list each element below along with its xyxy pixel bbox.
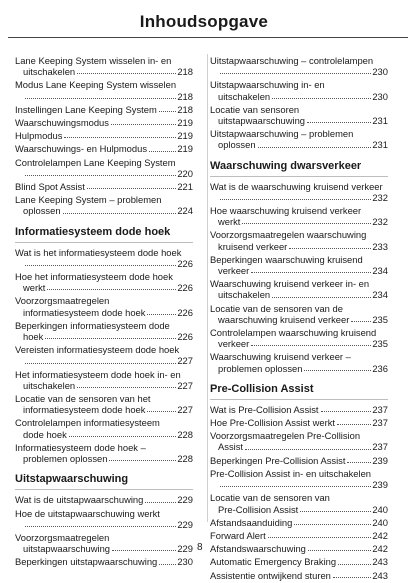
toc-entry[interactable] bbox=[210, 79, 388, 101]
toc-entry[interactable] bbox=[210, 556, 388, 567]
toc-entry[interactable] bbox=[210, 543, 388, 554]
toc-entry[interactable] bbox=[210, 517, 388, 528]
toc-entry[interactable] bbox=[15, 369, 193, 391]
toc-entry-line bbox=[210, 314, 388, 325]
toc-page-number: 242 bbox=[372, 529, 388, 541]
toc-page-number: 240 bbox=[372, 516, 388, 528]
section-divider bbox=[15, 242, 193, 243]
dot-leader bbox=[242, 223, 371, 224]
page-title: Inhoudsopgave bbox=[139, 12, 268, 31]
toc-left-column bbox=[15, 55, 193, 570]
toc-entry-line bbox=[15, 556, 193, 567]
toc-entry-text: Assist bbox=[218, 441, 244, 453]
dot-leader bbox=[268, 537, 372, 538]
dot-leader bbox=[258, 147, 372, 148]
toc-entry-text: Hoe Pre-Collision Assist werkt bbox=[210, 417, 336, 429]
dot-leader bbox=[321, 411, 372, 412]
toc-entry-text: Voorzorgsmaatregelen bbox=[15, 295, 110, 307]
toc-entry-text: uitstapwaarschuwing bbox=[23, 543, 111, 555]
toc-entry-line bbox=[210, 229, 388, 240]
title-divider bbox=[8, 37, 408, 38]
section-divider bbox=[210, 399, 388, 400]
toc-entry-text: Beperkingen waarschuwing kruisend bbox=[210, 253, 363, 265]
toc-page-number: 230 bbox=[372, 66, 388, 78]
section-divider bbox=[15, 489, 193, 490]
toc-page-number: 243 bbox=[372, 556, 388, 568]
toc-page-number: 232 bbox=[372, 191, 388, 203]
toc-entry-line bbox=[15, 453, 193, 464]
toc-entry-line bbox=[15, 380, 193, 391]
toc-entry-line bbox=[15, 157, 193, 168]
section-heading: Uitstapwaarschuwing bbox=[15, 473, 129, 486]
toc-entry-line bbox=[15, 258, 193, 269]
toc-entry-line bbox=[210, 492, 388, 503]
dot-leader bbox=[45, 338, 176, 339]
toc-page-number: 237 bbox=[372, 417, 388, 429]
toc-entry-line bbox=[15, 194, 193, 205]
toc-entry-text: uitschakelen bbox=[23, 66, 76, 78]
toc-entry-text: Wat is de waarschuwing kruisend verkeer bbox=[210, 180, 383, 192]
toc-entry-text: Vereisten informatiesysteem dode hoek bbox=[15, 344, 180, 356]
toc-page-number: 233 bbox=[372, 240, 388, 252]
toc-entry[interactable] bbox=[15, 417, 193, 439]
dot-leader bbox=[300, 511, 371, 512]
toc-page-number: 229 bbox=[177, 518, 193, 530]
toc-page-number: 230 bbox=[177, 556, 193, 568]
toc-entry-line bbox=[15, 543, 193, 554]
toc-entry-line bbox=[15, 307, 193, 318]
toc-page-number: 227 bbox=[177, 404, 193, 416]
toc-entry[interactable] bbox=[15, 130, 193, 141]
toc-entry-line bbox=[15, 117, 193, 128]
dot-leader bbox=[308, 550, 371, 551]
toc-entry[interactable] bbox=[15, 271, 193, 293]
toc-entry-text: dode hoek bbox=[23, 428, 67, 440]
dot-leader bbox=[272, 297, 371, 298]
toc-entry[interactable] bbox=[210, 278, 388, 300]
toc-page-number: 234 bbox=[372, 265, 388, 277]
toc-entry-line bbox=[15, 344, 193, 355]
toc-page-number: 228 bbox=[177, 453, 193, 465]
toc-entry[interactable] bbox=[15, 556, 193, 567]
toc-page-number: 226 bbox=[177, 331, 193, 343]
toc-entry[interactable] bbox=[210, 530, 388, 541]
toc-entry-line bbox=[15, 130, 193, 141]
toc-entry-line bbox=[15, 55, 193, 66]
toc-entry-line bbox=[210, 363, 388, 374]
toc-entry-line bbox=[15, 404, 193, 415]
dot-leader bbox=[47, 289, 176, 290]
dot-leader bbox=[112, 550, 176, 551]
toc-entry-line bbox=[210, 79, 388, 90]
toc-entry-line bbox=[15, 519, 193, 530]
toc-entry[interactable] bbox=[15, 494, 193, 505]
toc-entry-text: hoek bbox=[23, 331, 44, 343]
toc-entry[interactable] bbox=[15, 143, 193, 154]
toc-page-number: 236 bbox=[372, 362, 388, 374]
dot-leader bbox=[149, 151, 176, 152]
toc-entry-line bbox=[210, 55, 388, 66]
toc-right-column bbox=[210, 55, 388, 583]
toc-entry-line bbox=[210, 543, 388, 554]
toc-entry-line bbox=[210, 504, 388, 515]
toc-entry-text: informatiesysteem dode hoek bbox=[23, 404, 146, 416]
toc-entry-line bbox=[210, 479, 388, 490]
toc-entry[interactable] bbox=[15, 157, 193, 179]
toc-page-number: 240 bbox=[372, 503, 388, 515]
toc-entry-line bbox=[210, 404, 388, 415]
toc-entry-line bbox=[210, 139, 388, 150]
toc-entry-line bbox=[15, 417, 193, 428]
toc-entry[interactable] bbox=[15, 79, 193, 101]
toc-entry[interactable] bbox=[210, 303, 388, 325]
toc-page-number: 224 bbox=[177, 205, 193, 217]
toc-page-number: 227 bbox=[177, 355, 193, 367]
toc-entry-line bbox=[210, 556, 388, 567]
toc-entry-text: uitschakelen bbox=[23, 379, 76, 391]
toc-page-number: 239 bbox=[372, 479, 388, 491]
toc-page-number: 239 bbox=[372, 454, 388, 466]
dot-leader bbox=[111, 124, 176, 125]
dot-leader bbox=[145, 502, 176, 503]
toc-entry[interactable] bbox=[15, 295, 193, 317]
toc-entry-line bbox=[15, 429, 193, 440]
toc-entry[interactable] bbox=[210, 104, 388, 126]
toc-entry-line bbox=[210, 205, 388, 216]
toc-entry-text: Hoe het informatiesysteem dode hoek bbox=[15, 271, 173, 283]
toc-entry-line bbox=[210, 91, 388, 102]
toc-entry[interactable] bbox=[15, 55, 193, 77]
toc-page-number: 231 bbox=[372, 115, 388, 127]
toc-entry-line bbox=[210, 338, 388, 349]
toc-entry-line bbox=[15, 143, 193, 154]
toc-entry-line bbox=[15, 104, 193, 115]
toc-page-number: 219 bbox=[177, 117, 193, 129]
toc-entry-text: Controlelampen waarschuwing kruisend bbox=[210, 327, 377, 339]
dot-leader bbox=[337, 424, 371, 425]
toc-entry-text: werkt bbox=[23, 282, 46, 294]
toc-entry-line bbox=[15, 320, 193, 331]
toc-page-number: 226 bbox=[177, 257, 193, 269]
dot-leader bbox=[251, 345, 371, 346]
dot-leader bbox=[63, 213, 177, 214]
toc-page-number: 229 bbox=[177, 494, 193, 506]
toc-entry-text: Waarschuwings- en Hulpmodus bbox=[15, 143, 148, 155]
toc-entry[interactable] bbox=[15, 442, 193, 464]
toc-entry[interactable] bbox=[15, 117, 193, 128]
toc-entry-text: Controlelampen Lane Keeping System bbox=[15, 156, 176, 168]
page-number: 8 bbox=[197, 542, 203, 553]
dot-leader bbox=[109, 460, 176, 461]
toc-entry-text: Het informatiesysteem dode hoek in- en bbox=[15, 368, 181, 380]
toc-entry-text: Beperkingen uitstapwaarschuwing bbox=[15, 556, 158, 568]
toc-entry-line bbox=[210, 303, 388, 314]
toc-entry[interactable] bbox=[210, 468, 388, 490]
dot-leader bbox=[77, 387, 176, 388]
toc-entry[interactable] bbox=[210, 455, 388, 466]
toc-entry-line bbox=[15, 91, 193, 102]
dot-leader bbox=[25, 265, 176, 266]
toc-entry-line bbox=[15, 181, 193, 192]
toc-entry-text: verkeer bbox=[218, 265, 250, 277]
toc-entry-line bbox=[210, 115, 388, 126]
toc-page-number: 218 bbox=[177, 66, 193, 78]
toc-entry-line bbox=[210, 441, 388, 452]
toc-entry-line bbox=[210, 530, 388, 541]
toc-page-number: 237 bbox=[372, 441, 388, 453]
toc-entry-text: waarschuwing kruisend verkeer bbox=[218, 313, 350, 325]
toc-entry-line bbox=[15, 79, 193, 90]
toc-entry[interactable] bbox=[210, 570, 388, 581]
toc-entry-line bbox=[210, 278, 388, 289]
toc-page-number: 235 bbox=[372, 313, 388, 325]
toc-entry-line bbox=[15, 271, 193, 282]
toc-page-number: 226 bbox=[177, 306, 193, 318]
toc-entry-text: Locatie van sensoren bbox=[210, 103, 300, 115]
dot-leader bbox=[147, 314, 176, 315]
dot-leader bbox=[347, 462, 371, 463]
toc-entry-text: Voorzorgsmaatregelen bbox=[15, 531, 110, 543]
toc-entry[interactable] bbox=[210, 205, 388, 227]
toc-page-number: 219 bbox=[177, 143, 193, 155]
dot-leader bbox=[245, 449, 371, 450]
column-divider bbox=[207, 54, 208, 522]
toc-entry-text: Hoe de uitstapwaarschuwing werkt bbox=[15, 507, 160, 519]
dot-leader bbox=[251, 272, 371, 273]
dot-leader bbox=[64, 137, 176, 138]
toc-entry-line bbox=[15, 393, 193, 404]
toc-entry-line bbox=[15, 247, 193, 258]
toc-entry[interactable] bbox=[210, 229, 388, 251]
toc-entry-text: uitstapwaarschuwing bbox=[218, 115, 306, 127]
toc-page-number: 232 bbox=[372, 216, 388, 228]
toc-entry[interactable] bbox=[15, 344, 193, 366]
toc-entry-text: Pre-Collision Assist bbox=[218, 503, 299, 515]
toc-entry-text: Lane Keeping System wisselen in- en bbox=[15, 55, 172, 66]
toc-entry-text: Automatic Emergency Braking bbox=[210, 556, 337, 568]
toc-entry[interactable] bbox=[15, 393, 193, 415]
toc-page-number: 234 bbox=[372, 289, 388, 301]
toc-entry-line bbox=[15, 205, 193, 216]
dot-leader bbox=[220, 486, 371, 487]
dot-leader bbox=[289, 248, 371, 249]
toc-entry-line bbox=[15, 532, 193, 543]
toc-entry-text: Uitstapwaarschuwing – controlelampen bbox=[210, 55, 374, 66]
toc-entry-text: Assistentie ontwijkend sturen bbox=[210, 569, 331, 581]
section-divider bbox=[210, 176, 388, 177]
toc-entry-text: Hoe waarschuwing kruisend verkeer bbox=[210, 205, 362, 217]
toc-entry[interactable] bbox=[15, 104, 193, 115]
toc-entry[interactable] bbox=[210, 181, 388, 203]
toc-entry-text: Modus Lane Keeping System wisselen bbox=[15, 79, 177, 91]
toc-entry-text: Forward Alert bbox=[210, 529, 266, 541]
dot-leader bbox=[25, 175, 176, 176]
dot-leader bbox=[351, 321, 371, 322]
toc-entry-text: Uitstapwaarschuwing – problemen bbox=[210, 128, 354, 140]
toc-entry-line bbox=[210, 104, 388, 115]
toc-entry-text: Wat is de uitstapwaarschuwing bbox=[15, 494, 144, 506]
toc-entry-line bbox=[210, 327, 388, 338]
toc-entry-text: Locatie van de sensoren van bbox=[210, 492, 330, 504]
toc-entry[interactable] bbox=[15, 532, 193, 554]
toc-entry-line bbox=[210, 265, 388, 276]
toc-entry-text: Waarschuwing kruisend verkeer in- en bbox=[210, 278, 370, 290]
toc-entry-text: Voorzorgsmaatregelen waarschuwing bbox=[210, 229, 367, 241]
toc-entry-line bbox=[210, 181, 388, 192]
dot-leader bbox=[272, 98, 371, 99]
toc-entry-text: Uitstapwaarschuwing in- en bbox=[210, 79, 325, 91]
dot-leader bbox=[159, 564, 176, 565]
toc-entry-line bbox=[210, 517, 388, 528]
toc-entry-text: Afstandswaarschuwing bbox=[210, 543, 306, 555]
toc-entry-line bbox=[15, 295, 193, 306]
toc-entry-line bbox=[15, 442, 193, 453]
toc-entry-line bbox=[15, 369, 193, 380]
dot-leader bbox=[147, 411, 176, 412]
toc-entry-text: uitschakelen bbox=[218, 90, 271, 102]
toc-entry-text: Waarschuwing kruisend verkeer – bbox=[210, 351, 351, 363]
dot-leader bbox=[307, 122, 371, 123]
toc-entry-text: kruisend verkeer bbox=[218, 240, 288, 252]
toc-entry-line bbox=[15, 494, 193, 505]
toc-page-number: 220 bbox=[177, 167, 193, 179]
toc-entry[interactable] bbox=[15, 181, 193, 192]
toc-page-number: 218 bbox=[177, 103, 193, 115]
toc-entry-line bbox=[15, 168, 193, 179]
section-heading: Waarschuwing dwarsverkeer bbox=[210, 159, 362, 172]
toc-entry-line bbox=[210, 128, 388, 139]
toc-page-number: 228 bbox=[177, 428, 193, 440]
toc-entry-text: uitschakelen bbox=[218, 289, 271, 301]
toc-entry-text: informatiesysteem dode hoek bbox=[23, 306, 146, 318]
toc-page-number: 229 bbox=[177, 543, 193, 555]
toc-entry-text: Afstandsaanduiding bbox=[210, 516, 293, 528]
toc-entry-text: verkeer bbox=[218, 338, 250, 350]
dot-leader bbox=[338, 564, 371, 565]
toc-entry-text: problemen oplossen bbox=[23, 453, 108, 465]
dot-leader bbox=[220, 73, 371, 74]
toc-entry[interactable] bbox=[210, 254, 388, 276]
section-heading: Informatiesysteem dode hoek bbox=[15, 225, 171, 238]
toc-entry-line bbox=[210, 570, 388, 581]
dot-leader bbox=[333, 577, 371, 578]
toc-entry-line bbox=[210, 455, 388, 466]
toc-entry-text: werkt bbox=[218, 216, 241, 228]
toc-entry[interactable] bbox=[15, 247, 193, 269]
toc-entry-line bbox=[15, 282, 193, 293]
dot-leader bbox=[159, 111, 177, 112]
toc-entry-line bbox=[15, 331, 193, 342]
dot-leader bbox=[25, 98, 176, 99]
toc-entry-text: problemen oplossen bbox=[218, 362, 303, 374]
toc-entry-line bbox=[210, 468, 388, 479]
toc-page-number: 218 bbox=[177, 90, 193, 102]
toc-page-number: 235 bbox=[372, 338, 388, 350]
toc-entry-line bbox=[15, 355, 193, 366]
toc-entry-text: Controlelampen informatiesysteem bbox=[15, 417, 160, 429]
toc-entry[interactable] bbox=[15, 320, 193, 342]
toc-entry-line bbox=[15, 508, 193, 519]
toc-page-number: 230 bbox=[372, 90, 388, 102]
toc-entry-line bbox=[210, 417, 388, 428]
toc-entry-line bbox=[210, 216, 388, 227]
toc-entry-text: Wat is het informatiesysteem dode hoek bbox=[15, 246, 182, 258]
dot-leader bbox=[69, 436, 177, 437]
toc-entry[interactable] bbox=[15, 508, 193, 530]
toc-entry-text: Hulpmodus bbox=[15, 130, 63, 142]
toc-page-number: 226 bbox=[177, 282, 193, 294]
toc-entry[interactable] bbox=[210, 128, 388, 150]
dot-leader bbox=[25, 363, 176, 364]
toc-entry[interactable] bbox=[210, 55, 388, 77]
toc-entry-text: Informatiesysteem dode hoek – bbox=[15, 441, 146, 453]
toc-entry-line bbox=[210, 254, 388, 265]
toc-entry-text: oplossen bbox=[23, 205, 61, 217]
toc-page-number: 242 bbox=[372, 543, 388, 555]
toc-entry-line bbox=[210, 430, 388, 441]
toc-entry-line bbox=[210, 192, 388, 203]
toc-entry-line bbox=[210, 66, 388, 77]
dot-leader bbox=[294, 524, 371, 525]
toc-entry-text: oplossen bbox=[218, 139, 256, 151]
toc-entry-text: Wat is Pre-Collision Assist bbox=[210, 403, 319, 415]
toc-entry[interactable] bbox=[210, 430, 388, 452]
toc-page-number: 237 bbox=[372, 403, 388, 415]
toc-page-number: 227 bbox=[177, 379, 193, 391]
toc-page-number: 243 bbox=[372, 569, 388, 581]
toc-entry-text: Beperkingen Pre-Collision Assist bbox=[210, 454, 346, 466]
toc-page-number: 221 bbox=[177, 181, 193, 193]
toc-entry[interactable] bbox=[210, 404, 388, 415]
toc-entry[interactable] bbox=[210, 492, 388, 514]
toc-entry-line bbox=[210, 241, 388, 252]
dot-leader bbox=[25, 526, 176, 527]
dot-leader bbox=[304, 370, 371, 371]
toc-entry-line bbox=[210, 351, 388, 362]
toc-entry[interactable] bbox=[210, 327, 388, 349]
toc-page-number: 219 bbox=[177, 130, 193, 142]
section-heading: Pre-Collision Assist bbox=[210, 382, 314, 395]
toc-entry-text: Beperkingen informatiesysteem dode bbox=[15, 319, 170, 331]
toc-entry-text: Pre-Collision Assist in- en uitschakelen bbox=[210, 467, 372, 479]
toc-entry-text: Waarschuwingsmodus bbox=[15, 117, 109, 129]
toc-entry-text: Locatie van de sensoren van het bbox=[15, 393, 151, 405]
toc-page-number: 231 bbox=[372, 139, 388, 151]
toc-entry[interactable] bbox=[210, 351, 388, 373]
dot-leader bbox=[87, 188, 177, 189]
dot-leader bbox=[77, 73, 176, 74]
toc-entry-line bbox=[210, 289, 388, 300]
toc-entry[interactable] bbox=[15, 194, 193, 216]
dot-leader bbox=[220, 199, 371, 200]
toc-entry[interactable] bbox=[210, 417, 388, 428]
toc-entry-text: Instellingen Lane Keeping System bbox=[15, 103, 157, 115]
toc-entry-text: Lane Keeping System – problemen bbox=[15, 194, 162, 206]
toc-entry-text: Voorzorgsmaatregelen Pre-Collision bbox=[210, 430, 361, 442]
toc-entry-line bbox=[15, 66, 193, 77]
toc-entry-text: Blind Spot Assist bbox=[15, 181, 85, 193]
toc-entry-text: Locatie van de sensoren van de bbox=[210, 302, 343, 314]
